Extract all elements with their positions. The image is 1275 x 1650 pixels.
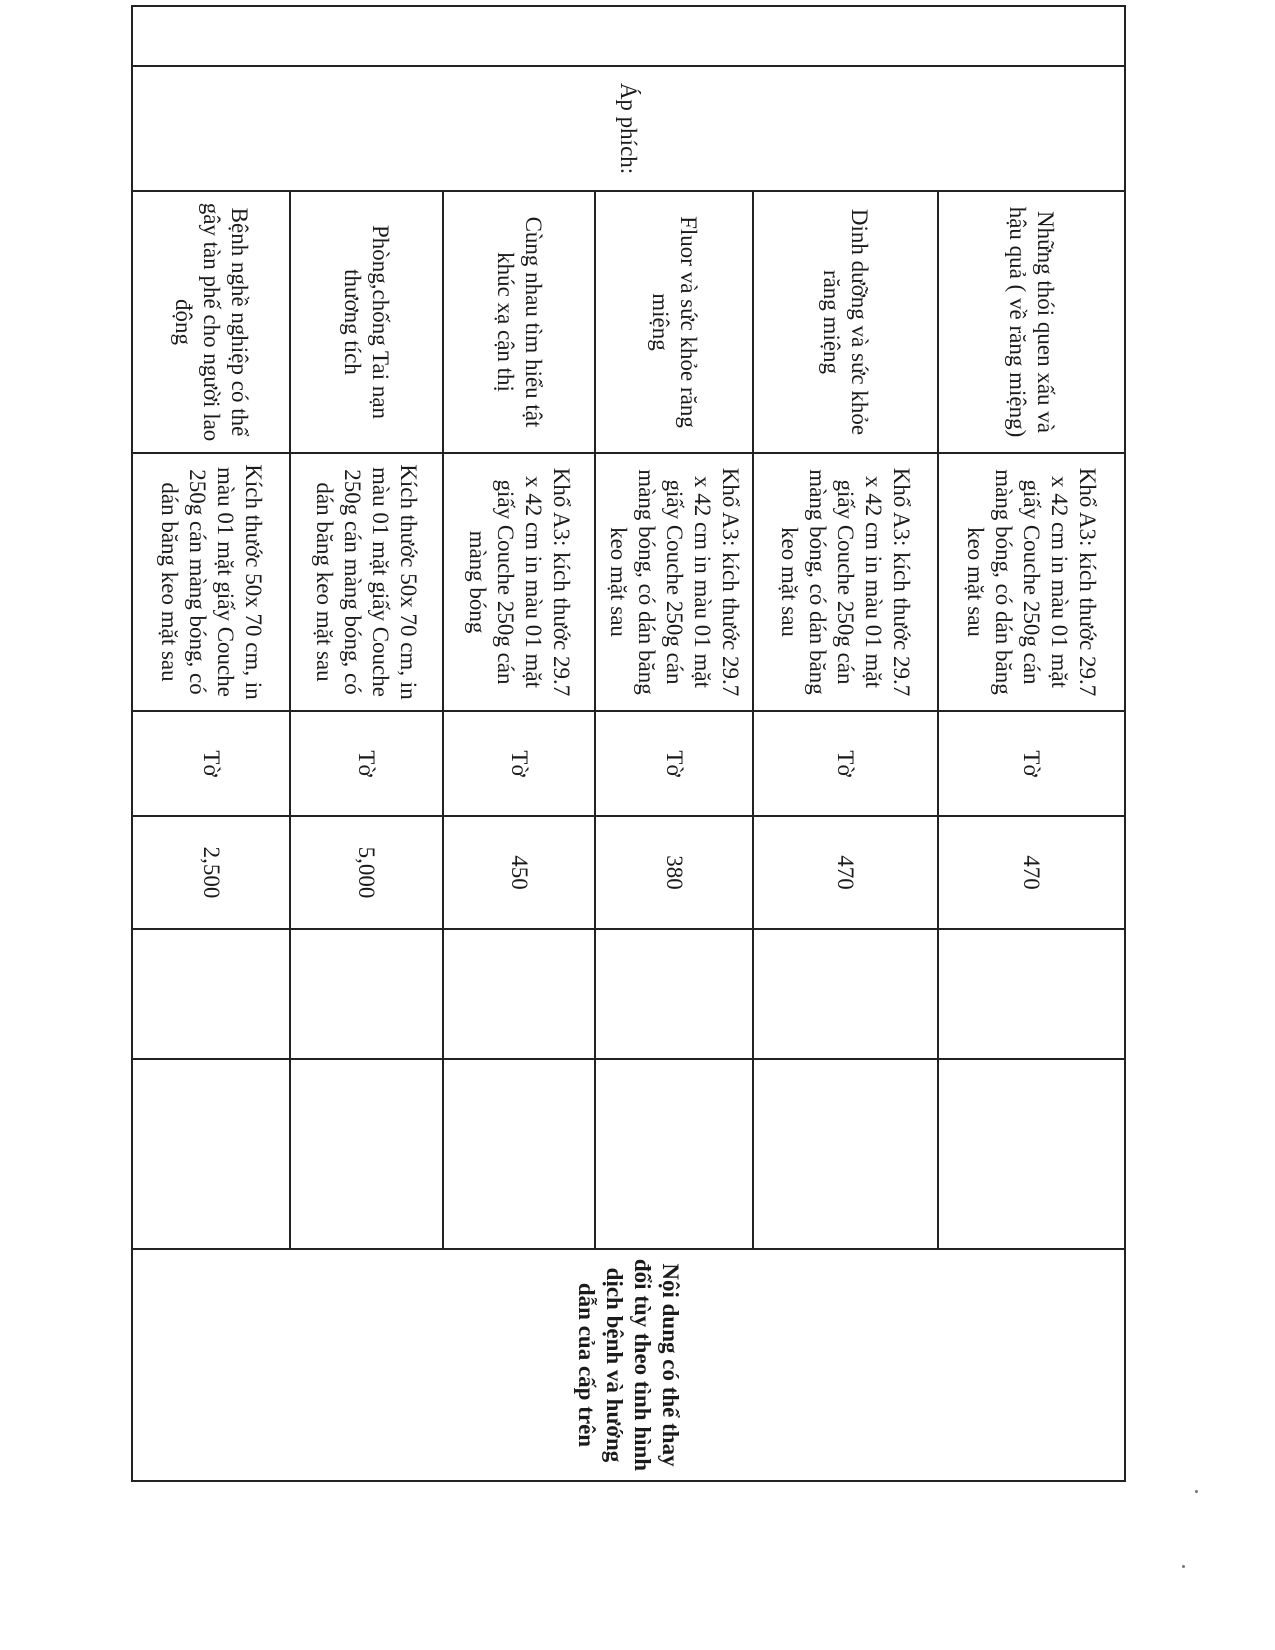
poster-table: [131, 5, 1126, 1482]
scan-speck: [1182, 1565, 1185, 1568]
row-qty: 5,000: [290, 816, 443, 929]
empty-cell: [443, 1059, 596, 1249]
note-cell: Nội dung có thể thay đổi tùy theo tình hình dịch bệnh và hướng dẫn của cấp trên: [132, 1249, 1125, 1481]
empty-cell: [753, 929, 937, 1059]
row-title: Fluor và sức khỏe răng miệng: [595, 191, 753, 453]
table-row: [938, 6, 1125, 1481]
empty-cell: [290, 929, 443, 1059]
row-unit: Tờ: [753, 711, 937, 816]
section-label: Áp phích:: [132, 66, 1125, 191]
empty-cell: [938, 929, 1125, 1059]
empty-cell: [132, 929, 290, 1059]
row-title: Phòng,chống Tai nạn thương tích: [290, 191, 443, 453]
row-unit: Tờ: [290, 711, 443, 816]
row-spec: Khổ A3: kích thước 29.7 x 42 cm in màu 01 mặt giấy Couche 250g cán màng bóng: [443, 453, 596, 711]
scan-speck: [1195, 1490, 1198, 1493]
row-spec: Kích thước 50x 70 cm, in màu 01 mặt giấy Couche 250g cán màng bóng, có dán băng keo mặt sau: [290, 453, 443, 711]
row-qty: 450: [443, 816, 596, 929]
row-unit: Tờ: [595, 711, 753, 816]
empty-cell: [290, 1059, 443, 1249]
row-spec: Khổ A3: kích thước 29.7 x 42 cm in màu 01 mặt giấy Couche 250g cán màng bóng, có dán băng keo mặt sau: [753, 453, 937, 711]
empty-cell: [938, 1059, 1125, 1249]
row-title: Những thói quen xấu và hậu quả ( về răng miệng): [938, 191, 1125, 453]
row-unit: Tờ: [938, 711, 1125, 816]
row-qty: 470: [753, 816, 937, 929]
empty-cell: [595, 1059, 753, 1249]
rotated-page: [126, 0, 1136, 1480]
row-title: Cùng nhau tìm hiểu tật khúc xạ cận thị: [443, 191, 596, 453]
row-unit: Tờ: [132, 711, 290, 816]
row-spec: Khổ A3: kích thước 29.7 x 42 cm in màu 01 mặt giấy Couche 250g cán màng bóng, có dán băng keo mặt sau: [595, 453, 753, 711]
empty-cell: [595, 929, 753, 1059]
row-qty: 380: [595, 816, 753, 929]
blank-column: [132, 6, 1125, 66]
row-qty: 2,500: [132, 816, 290, 929]
empty-cell: [132, 1059, 290, 1249]
empty-cell: [443, 929, 596, 1059]
row-spec: Khổ A3: kích thước 29.7 x 42 cm in màu 01 mặt giấy Couche 250g cán màng bóng, có dán băng keo mặt sau: [938, 453, 1125, 711]
row-title: Bệnh nghề nghiệp có thể gây tàn phế cho người lao động: [132, 191, 290, 453]
empty-cell: [753, 1059, 937, 1249]
row-unit: Tờ: [443, 711, 596, 816]
row-title: Dinh dưỡng và sức khỏe răng miệng: [753, 191, 937, 453]
row-qty: 470: [938, 816, 1125, 929]
row-spec: Kích thước 50x 70 cm, in màu 01 mặt giấy Couche 250g cán màng bóng, có dán băng keo mặt sau: [132, 453, 290, 711]
